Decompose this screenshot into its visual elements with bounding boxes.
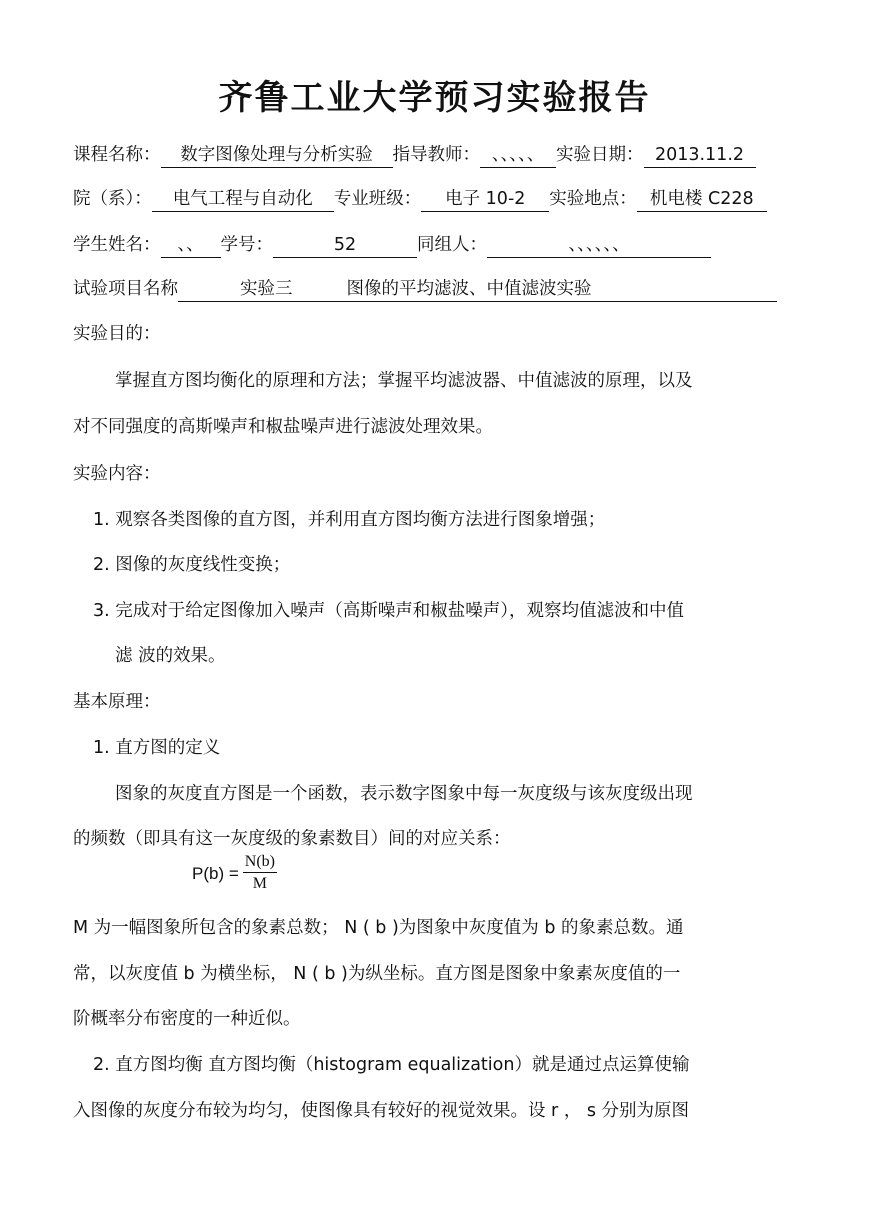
dept-row [73, 186, 796, 212]
id-label: 学号： [220, 235, 273, 255]
course-label: 课程名称： [73, 145, 161, 165]
partner-label: 同组人： [417, 235, 487, 255]
dept-value: 电气工程与自动化 [152, 187, 334, 212]
name-value: 、、 [161, 233, 221, 258]
histogram-formula [192, 852, 277, 895]
principle-item-2-line-1: 2. 直方图均衡 直方图均衡（histogram equalization）就是通过点运算使输 [93, 1055, 690, 1075]
content-item-1: 1. 观察各类图像的直方图，并利用直方图均衡方法进行图象增强； [93, 510, 606, 530]
principle-item-1: 1. 直方图的定义 [93, 738, 221, 758]
principle-p1-line-2: 的频数（即具有这一灰度级的象素数目）间的对应关系： [73, 829, 511, 849]
principle-p2-line-1: M 为一幅图象所包含的象素总数； N ( b )为图象中灰度值为 b 的象素总数。通 [73, 918, 684, 938]
project-value-box [178, 277, 777, 302]
student-row [73, 232, 796, 258]
teacher-label: 指导教师： [392, 145, 480, 165]
formula-fraction [243, 852, 277, 895]
course-row [73, 142, 796, 168]
content-heading: 实验内容： [73, 464, 161, 484]
formula-numerator: N(b) [243, 852, 277, 873]
partner-value: 、、、、、、 [487, 233, 711, 258]
principle-p2-line-2: 常，以灰度值 b 为横坐标， N ( b )为纵坐标。直方图是图象中象素灰度值的一 [73, 964, 681, 984]
purpose-heading: 实验目的： [73, 324, 161, 344]
content-item-3b: 滤 波的效果。 [115, 646, 226, 666]
formula-denominator: M [252, 875, 267, 892]
purpose-line-2: 对不同强度的高斯噪声和椒盐噪声进行滤波处理效果。 [73, 417, 493, 437]
date-value: 2013.11.2 [644, 143, 756, 168]
project-label: 试验项目名称 [73, 279, 178, 299]
name-label: 学生姓名： [73, 235, 161, 255]
principle-p1-line-1: 图象的灰度直方图是一个函数，表示数字图象中每一灰度级与该灰度级出现 [115, 784, 693, 804]
id-value: 52 [273, 233, 417, 258]
content-item-3a: 3. 完成对于给定图像加入噪声（高斯噪声和椒盐噪声），观察均值滤波和中值 [93, 601, 685, 621]
class-label: 专业班级： [333, 189, 422, 209]
content-item-2: 2. 图像的灰度线性变换； [93, 555, 291, 575]
report-title: 齐鲁工业大学预习实验报告 [218, 78, 651, 118]
course-value: 数字图像处理与分析实验 [161, 143, 393, 168]
principle-heading: 基本原理： [73, 692, 161, 712]
principle-item-2-line-2: 入图像的灰度分布较为均匀，使图像具有较好的视觉效果。设 r ， s 分别为原图 [73, 1101, 690, 1121]
project-value-1: 实验三 [240, 279, 293, 299]
formula-lhs: P(b) = [192, 863, 239, 883]
project-value-2: 图像的平均滤波、中值滤波实验 [346, 279, 592, 299]
principle-p2-line-3: 阶概率分布密度的一种近似。 [73, 1009, 301, 1029]
purpose-line-1: 掌握直方图均衡化的原理和方法；掌握平均滤波器、中值滤波的原理，以及 [115, 371, 693, 391]
project-row [73, 276, 796, 302]
location-label: 实验地点： [549, 189, 637, 209]
class-value: 电子 10-2 [421, 187, 549, 212]
date-label: 实验日期： [556, 145, 644, 165]
location-value: 机电楼 C228 [637, 187, 767, 212]
teacher-value: 、、、、、 [480, 143, 556, 168]
dept-label: 院（系）： [73, 189, 152, 209]
